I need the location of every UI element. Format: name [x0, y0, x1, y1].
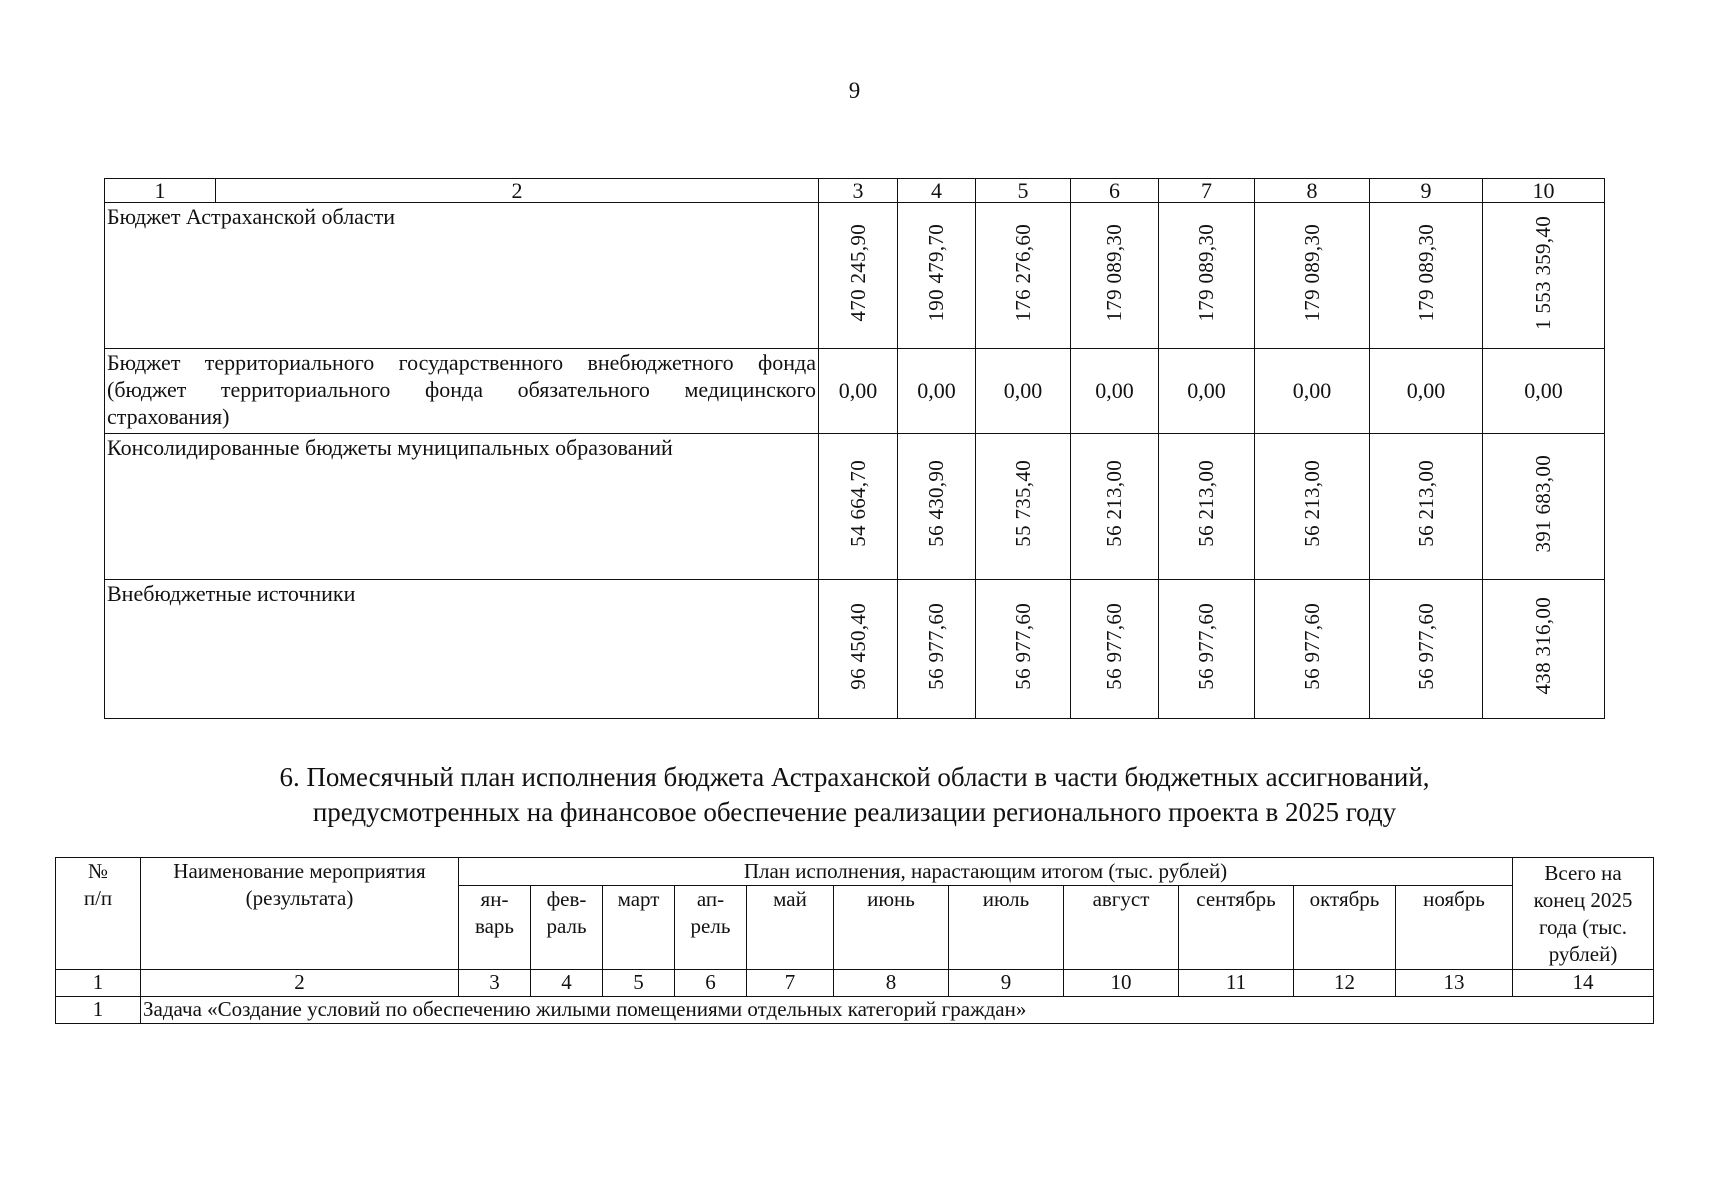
total-value-cell: 0,00	[1483, 349, 1605, 434]
number-column-header: № п/п	[56, 858, 141, 970]
section-title	[0, 760, 1709, 830]
month-header-february: фев- раль	[531, 886, 603, 970]
column-index: 3	[459, 970, 531, 997]
table1-row-extrabudgetary	[105, 580, 1605, 719]
section-title-line: 6. Помесячный план исполнения бюджета Астраханской области в части бюджетных ассигнований,	[279, 762, 1430, 792]
value-cell: 0,00	[1159, 349, 1255, 434]
table1-col-number: 10	[1483, 179, 1605, 203]
value-cell: 0,00	[1071, 349, 1159, 434]
value-cell: 56 213,00	[1370, 434, 1483, 580]
column-index: 11	[1179, 970, 1294, 997]
value-cell: 56 213,00	[1159, 434, 1255, 580]
value-cell: 0,00	[819, 349, 898, 434]
table1-col-number: 1	[105, 179, 216, 203]
table1-col-number: 5	[976, 179, 1071, 203]
month-header-march: март	[603, 886, 675, 970]
row-label: Внебюджетные источники	[105, 580, 819, 719]
column-index: 8	[834, 970, 949, 997]
column-index: 9	[949, 970, 1064, 997]
value-cell: 0,00	[976, 349, 1071, 434]
month-header-august: август	[1064, 886, 1179, 970]
table1-row-insurance-fund	[105, 349, 1605, 434]
row-label: Консолидированные бюджеты муниципальных образований	[105, 434, 819, 580]
column-index: 14	[1513, 970, 1654, 997]
value-cell: 190 479,70	[898, 203, 976, 349]
table1-col-number: 8	[1255, 179, 1370, 203]
value-cell: 56 977,60	[1370, 580, 1483, 719]
row-label: Бюджет Астраханской области	[105, 203, 819, 349]
column-index: 13	[1396, 970, 1513, 997]
column-index: 12	[1294, 970, 1396, 997]
value-cell: 0,00	[1370, 349, 1483, 434]
value-cell: 179 089,30	[1159, 203, 1255, 349]
value-cell: 56 213,00	[1071, 434, 1159, 580]
column-index: 1	[56, 970, 141, 997]
value-cell: 56 430,90	[898, 434, 976, 580]
value-cell: 56 977,60	[1255, 580, 1370, 719]
value-cell: 56 213,00	[1255, 434, 1370, 580]
plan-header: План исполнения, нарастающим итогом (тыс. рублей)	[459, 858, 1513, 886]
page-number: 9	[848, 78, 861, 103]
table1-col-number: 2	[216, 179, 819, 203]
total-value-cell: 391 683,00	[1483, 434, 1605, 580]
value-cell: 54 664,70	[819, 434, 898, 580]
row-label: Бюджет территориального государственного внебюджетного фонда (бюджет территориального фонда обязательного медицинского страхования)	[105, 349, 819, 434]
value-cell: 56 977,60	[1159, 580, 1255, 719]
column-index: 7	[747, 970, 834, 997]
month-header-october: октябрь	[1294, 886, 1396, 970]
task-row	[56, 997, 1654, 1024]
table1-row-regional-budget	[105, 203, 1605, 349]
table1-header-row	[105, 179, 1605, 203]
value-cell: 179 089,30	[1071, 203, 1159, 349]
month-header-july: июль	[949, 886, 1064, 970]
table2-header-row	[56, 858, 1654, 886]
value-cell: 0,00	[1255, 349, 1370, 434]
table1-row-municipal-budgets	[105, 434, 1605, 580]
value-cell: 56 977,60	[898, 580, 976, 719]
value-cell: 0,00	[898, 349, 976, 434]
column-index: 10	[1064, 970, 1179, 997]
task-description: Задача «Создание условий по обеспечению жилыми помещениями отдельных категорий граждан»	[141, 997, 1654, 1024]
month-header-june: июнь	[834, 886, 949, 970]
table1-col-number: 7	[1159, 179, 1255, 203]
section-title-line: предусмотренных на финансовое обеспечение реализации регионального проекта в 2025 году	[312, 797, 1397, 827]
value-cell: 56 977,60	[976, 580, 1071, 719]
column-index: 4	[531, 970, 603, 997]
column-index: 6	[675, 970, 747, 997]
funding-sources-table	[104, 178, 1605, 719]
month-header-april: ап- рель	[675, 886, 747, 970]
month-header-september: сентябрь	[1179, 886, 1294, 970]
value-cell: 179 089,30	[1255, 203, 1370, 349]
total-column-header: Всего на конец 2025 года (тыс. рублей)	[1513, 858, 1654, 970]
table1-col-number: 6	[1071, 179, 1159, 203]
value-cell: 55 735,40	[976, 434, 1071, 580]
value-cell: 96 450,40	[819, 580, 898, 719]
table1-col-number: 4	[898, 179, 976, 203]
monthly-plan-table	[55, 857, 1654, 1024]
table1-col-number: 9	[1370, 179, 1483, 203]
task-number: 1	[56, 997, 141, 1024]
month-header-november: ноябрь	[1396, 886, 1513, 970]
table1-col-number: 3	[819, 179, 898, 203]
value-cell: 56 977,60	[1071, 580, 1159, 719]
column-index: 2	[141, 970, 459, 997]
month-header-january: ян- варь	[459, 886, 531, 970]
name-column-header: Наименование мероприятия (результата)	[141, 858, 459, 970]
month-header-may: май	[747, 886, 834, 970]
value-cell: 470 245,90	[819, 203, 898, 349]
value-cell: 179 089,30	[1370, 203, 1483, 349]
column-index: 5	[603, 970, 675, 997]
table2-index-row	[56, 970, 1654, 997]
value-cell: 176 276,60	[976, 203, 1071, 349]
total-value-cell: 1 553 359,40	[1483, 203, 1605, 349]
total-value-cell: 438 316,00	[1483, 580, 1605, 719]
